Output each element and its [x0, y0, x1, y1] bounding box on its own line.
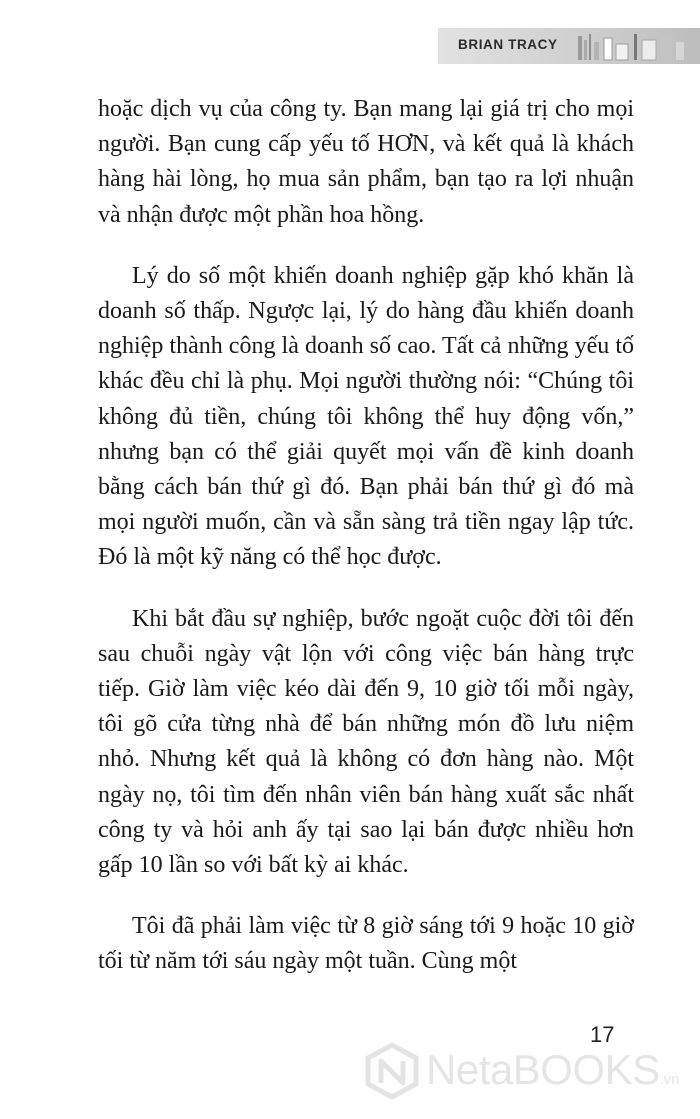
- running-header: [438, 28, 700, 64]
- header-decoration-icon: [578, 30, 688, 62]
- header-author: BRIAN TRACY: [458, 37, 558, 52]
- page-number: 17: [590, 1022, 615, 1047]
- watermark-brand: NetaBOOKS: [426, 1046, 660, 1093]
- netabooks-logo-icon: [364, 1042, 420, 1100]
- watermark: [360, 1040, 700, 1102]
- body-text: [98, 92, 634, 1006]
- paragraph-2: Lý do số một khiến doanh nghiệp gặp khó khăn là doanh số thấp. Ngược lại, lý do hàng đầu khiến doanh nghiệp thành công là doanh số cao. Tất cả những yếu tố khác đều chỉ là phụ. Mọi người thường nói: “Chúng tôi không đủ tiền, chúng tôi không thể huy động vốn,” nhưng bạn có thể giải quyết mọi vấn đề kinh doanh bằng cách bán thứ gì đó. Bạn phải bán thứ gì đó mà mọi người muốn, cần và sẵn sàng trả tiền ngay lập tức. Đó là một kỹ năng có thể học được.: [98, 262, 634, 571]
- paragraph-3: Khi bắt đầu sự nghiệp, bước ngoặt cuộc đời tôi đến sau chuỗi ngày vật lộn với công việc bán hàng trực tiếp. Giờ làm việc kéo dài đến 9, 10 giờ tối mỗi ngày, tôi gõ cửa từng nhà để bán những món đồ lưu niệm nhỏ. Nhưng kết quả là không có đơn hàng nào. Một ngày nọ, tôi tìm đến nhân viên bán hàng xuất sắc nhất công ty và hỏi anh ấy tại sao lại bán được nhiều hơn gấp 10 lần so với bất kỳ ai khác.: [98, 605, 634, 879]
- watermark-text: [426, 1046, 680, 1094]
- watermark-suffix: .vn: [659, 1071, 680, 1088]
- paragraph-1: hoặc dịch vụ của công ty. Bạn mang lại giá trị cho mọi người. Bạn cung cấp yếu tố HƠN, và kết quả là khách hàng hài lòng, họ mua sản phẩm, bạn tạo ra lợi nhuận và nhận được một phần hoa hồng.: [98, 96, 634, 228]
- paragraph-4: Tôi đã phải làm việc từ 8 giờ sáng tới 9 hoặc 10 giờ tối từ năm tới sáu ngày một tuần. Cùng một: [98, 913, 634, 975]
